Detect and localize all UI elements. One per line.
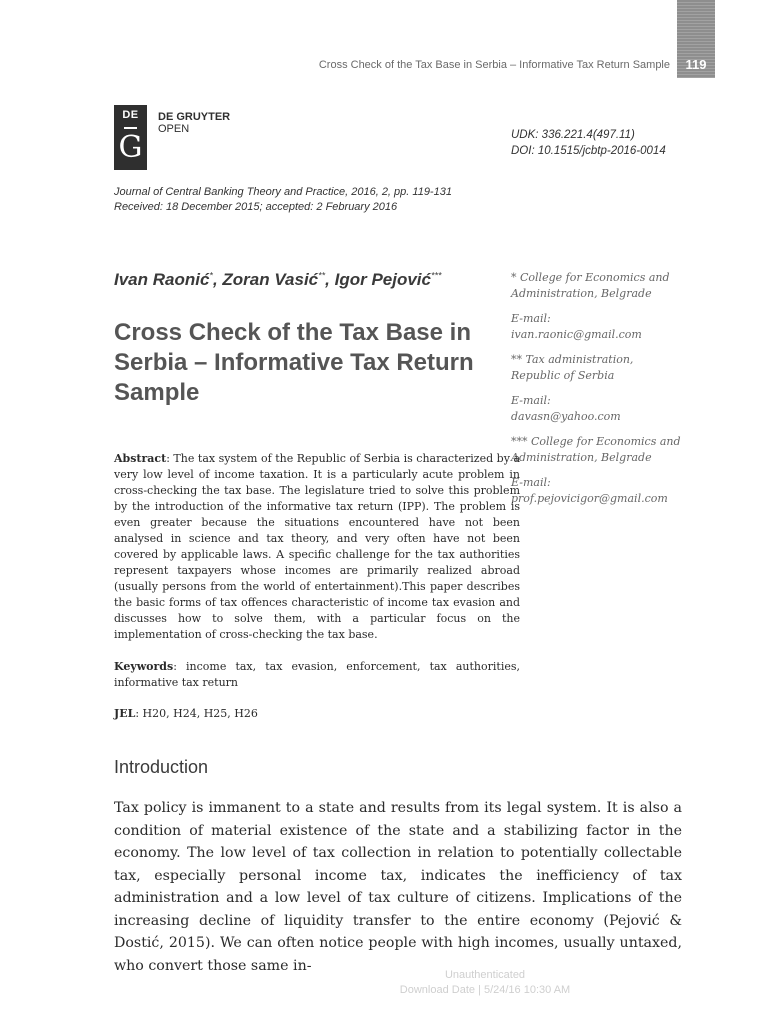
- publisher-logo: [114, 105, 147, 170]
- journal-citation: [114, 185, 452, 215]
- journal-reference: Journal of Central Banking Theory and Practice, 2016, 2, pp. 119-131: [114, 186, 452, 198]
- publisher-line-1: DE GRUYTER: [158, 111, 231, 123]
- running-header: Cross Check of the Tax Base in Serbia – Informative Tax Return Sample: [318, 59, 670, 71]
- logo-mark-top: DE: [122, 109, 139, 121]
- abstract-label: Abstract: [114, 452, 167, 465]
- author-email[interactable]: ivan.raonic@gmail.com: [511, 328, 642, 341]
- watermark-line-2: Download Date | 5/24/16 10:30 AM: [399, 984, 571, 996]
- jel-label: JEL: [114, 707, 136, 720]
- intro-paragraph: Tax policy is immanent to a state and results from its legal system. It is also a condition of material existence of the state and a stabilizing factor in the economy. The low level of tax collection in relation to potentially collectable tax, especially personal income tax, indicates the inefficiency of tax administration and a low level of tax culture of citizens. Implications of the increasing decline of liquidity transfer to the entire economy (Pejović & Dostić, 2015). We can often notice people with high incomes, usually untaxed, who convert those same in-: [114, 800, 682, 974]
- author-email[interactable]: prof.pejovicigor@gmail.com: [511, 492, 668, 505]
- affiliation-line: Administration, Belgrade: [511, 287, 652, 300]
- affiliation-block: [511, 352, 711, 384]
- keywords-text: : income tax, tax evasion, enforcement, tax authorities, informative tax return: [114, 660, 520, 689]
- author-list: [114, 270, 442, 290]
- article-identifiers: [511, 127, 666, 159]
- email-label: E-mail:: [511, 394, 551, 407]
- affiliation-line: Administration, Belgrade: [511, 451, 652, 464]
- keywords: [114, 659, 520, 691]
- download-watermark: [300, 968, 670, 998]
- affiliation-block: [511, 270, 711, 302]
- author-email[interactable]: davasn@yahoo.com: [511, 410, 621, 423]
- logo-divider: [124, 127, 137, 129]
- email-label: E-mail:: [511, 312, 551, 325]
- publisher-name: [158, 111, 230, 135]
- affiliation-block: [511, 434, 711, 466]
- doi: DOI: 10.1515/jcbtp-2016-0014: [511, 145, 666, 157]
- author-name: Ivan Raonić: [114, 270, 210, 289]
- author-mark: *: [209, 270, 213, 281]
- page-number: 119: [685, 57, 707, 72]
- abstract-text: : The tax system of the Republic of Serbia is characterized by a very low level of income taxation. It is a particularly acute problem in cross-checking the tax base. The legislature tried to solve this problem by the introduction of the informative tax return (IPP). The problem is even greater because the situations encountered have not been analysed in science and tax theory, and very often have not been covered by applicable laws. A specific challenge for the tax authorities represent taxpayers whose incomes are primarily realized abroad (usually persons from the world of entertainment).This paper describes the basic forms of tax offences characteristic of income tax evasion and discusses how to solve them, with a particular focus on the implementation of cross-checking the tax base.: [114, 452, 520, 641]
- logo-mark-letter: G: [118, 130, 143, 165]
- received-dates: Received: 18 December 2015; accepted: 2 February 2016: [114, 201, 398, 213]
- author-separator: ,: [325, 270, 335, 289]
- email-label: E-mail:: [511, 476, 551, 489]
- email-block: [511, 475, 711, 507]
- paper-title: Cross Check of the Tax Base in Serbia – Informative Tax Return Sample: [114, 319, 474, 406]
- author-name: Zoran Vasić: [222, 270, 319, 289]
- author-mark: ***: [430, 270, 442, 281]
- email-block: [511, 311, 711, 343]
- affiliation-line: *** College for Economics and: [511, 435, 681, 448]
- email-block: [511, 393, 711, 425]
- jel-text: : H20, H24, H25, H26: [135, 707, 258, 720]
- jel-codes: [114, 707, 258, 720]
- publisher-line-2: OPEN: [158, 123, 190, 135]
- affiliations: [511, 270, 711, 516]
- udk-code: UDK: 336.221.4(497.11): [511, 129, 635, 141]
- author-separator: ,: [212, 270, 223, 289]
- affiliation-line: * College for Economics and: [511, 271, 670, 284]
- watermark-line-1: Unauthenticated: [444, 969, 526, 981]
- abstract: [114, 451, 520, 643]
- author-name: Igor Pejović: [334, 270, 431, 289]
- affiliation-line: Republic of Serbia: [511, 369, 615, 382]
- author-mark: **: [318, 270, 326, 281]
- affiliation-line: ** Tax administration,: [511, 353, 634, 366]
- keywords-label: Keywords: [114, 660, 174, 673]
- section-heading: Introduction: [114, 757, 209, 777]
